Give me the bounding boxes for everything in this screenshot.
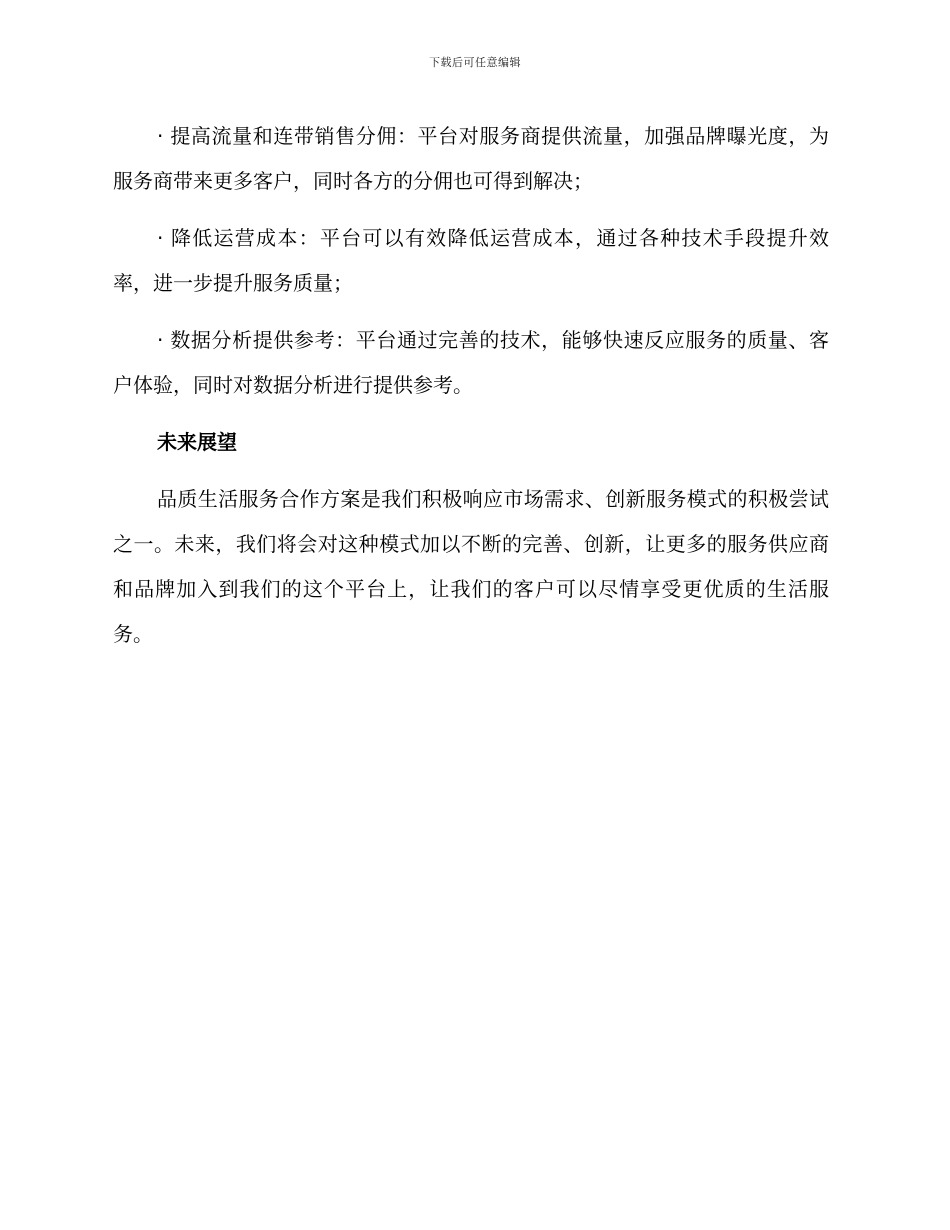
document-body: [113, 114, 829, 669]
section-paragraph: 品质生活服务合作方案是我们积极响应市场需求、创新服务模式的积极尝试之一。未来，我们将会对这种模式加以不断的完善、创新，让更多的服务供应商和品牌加入到我们的这个平台上，让我们的客户可以尽情享受更优质的生活服务。: [113, 487, 829, 646]
page-header: 下载后可任意编辑: [429, 56, 521, 69]
bullet-paragraph-cost: · 降低运营成本：平台可以有效降低运营成本，通过各种技术手段提升效率，进一步提升服务质量；: [113, 226, 829, 295]
bullet-paragraph-traffic: · 提高流量和连带销售分佣：平台对服务商提供流量，加强品牌曝光度，为服务商带来更多客户，同时各方的分佣也可得到解决；: [113, 124, 829, 193]
bullet-paragraph-data: · 数据分析提供参考：平台通过完善的技术，能够快速反应服务的质量、客户体验，同时对数据分析进行提供参考。: [113, 328, 829, 397]
section-heading: 未来展望: [157, 430, 237, 454]
